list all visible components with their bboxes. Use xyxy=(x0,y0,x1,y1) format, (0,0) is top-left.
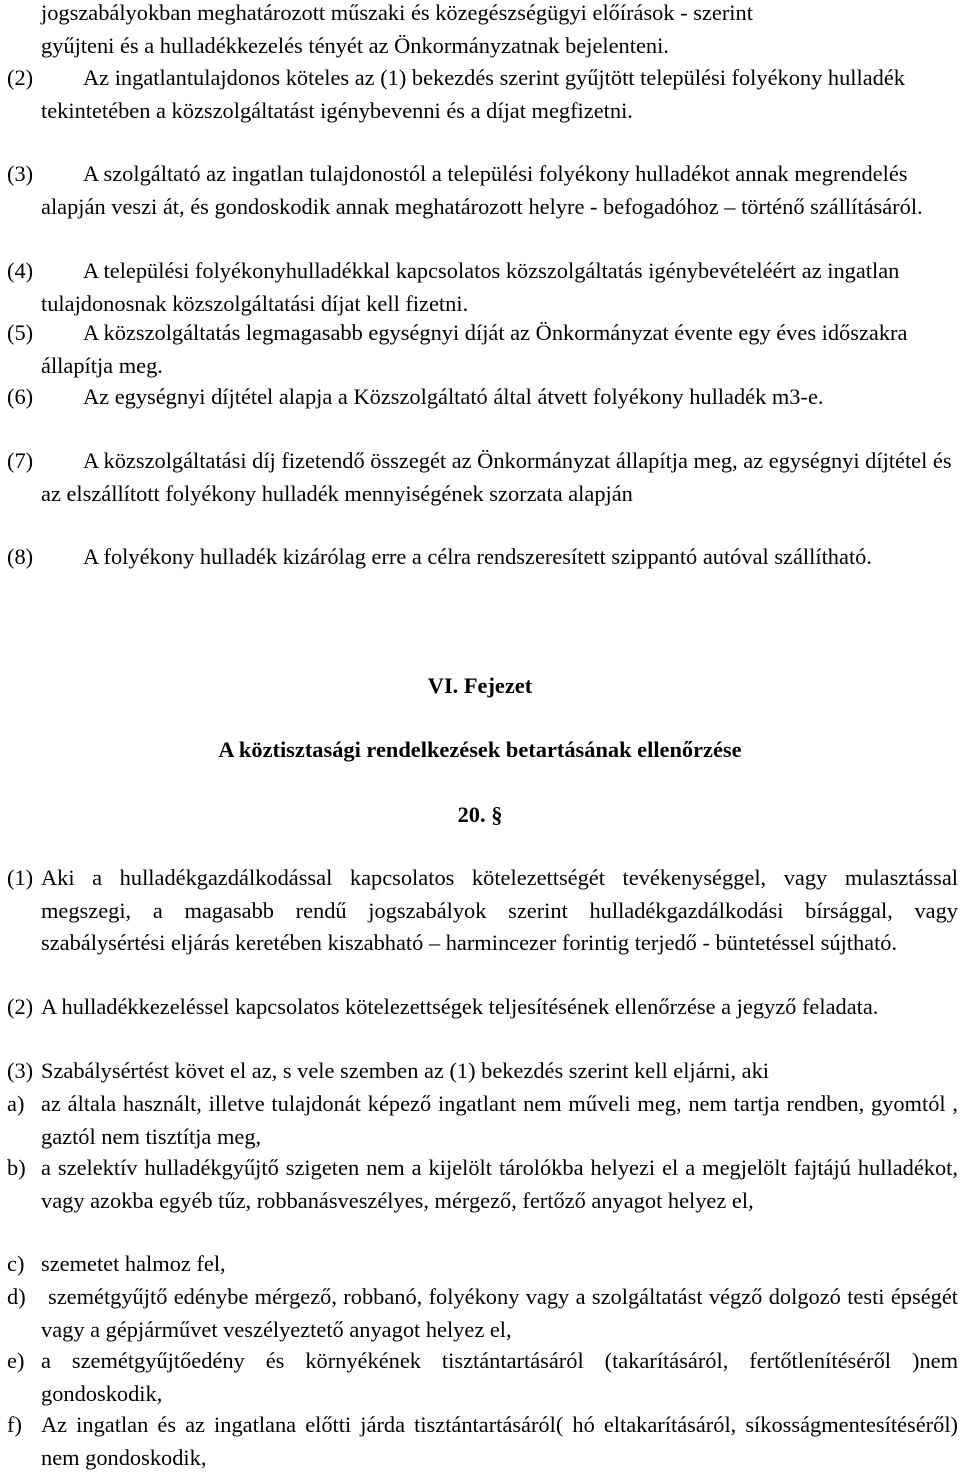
item-text: a szelektív hulladékgyűjtő szigeten nem a kijelölt tárolókba helyezi el a megjelölt fajtájú hulladékot, vagy azokba egyéb tűz, robbanásveszélyes, mérgező, fertőző anyagot helyez el, xyxy=(41,1155,958,1213)
section-number: 20. § xyxy=(457,802,503,827)
paragraph-text: A közszolgáltatás legmagasabb egységnyi díját az Önkormányzat évente egy éves időszakra állapítja meg. xyxy=(41,320,908,378)
paragraph-text: Aki a hulladékgazdálkodással kapcsolatos kötelezettségét tevékenységgel, vagy mulasztással megszegi, a magasabb rendű jogszabályok szerint hulladékgazdálkodási bírsággal, vagy szabálysértési eljárás keretében kiszabható – harmincezer forintig terjedő - büntetéssel sújtható. xyxy=(41,865,958,956)
section-title: A köztisztasági rendelkezések betartásának ellenőrzése xyxy=(218,737,742,762)
item-text: szemetet halmoz fel, xyxy=(41,1251,226,1276)
top-paragraph-7 xyxy=(0,445,958,510)
paragraph-text: A közszolgáltatási díj fizetendő összegét az Önkormányzat állapítja meg, az egységnyi díjtétel és az elszállított folyékony hulladék mennyiségének szorzata alapján xyxy=(41,448,952,506)
section-paragraph-1 xyxy=(0,862,958,960)
item-text: szemétgyűjtő edénybe mérgező, robbanó, folyékony vagy a szolgáltatást végző dolgozó testi épségét vagy a gépjárművet veszélyeztető anyagot helyez el, xyxy=(41,1284,958,1342)
chapter-heading: VI. Fejezet xyxy=(427,673,533,698)
paragraph-number: (1) xyxy=(7,865,34,890)
section-paragraph-3 xyxy=(0,1055,958,1088)
item-b xyxy=(0,1152,958,1217)
paragraph-text: Szabálysértést követ el az, s vele szemben az (1) bekezdés szerint kell eljárni, aki xyxy=(41,1058,770,1083)
top-paragraph-8 xyxy=(0,541,958,574)
item-f xyxy=(0,1409,958,1474)
paragraph-number: (4) xyxy=(7,258,34,283)
intro-continuation xyxy=(0,0,958,62)
intro-line-2: gyűjteni és a hulladékkezelés tényét az Önkormányzatnak bejelenteni. xyxy=(41,32,669,58)
item-c xyxy=(0,1248,958,1281)
paragraph-number: (5) xyxy=(7,320,34,345)
paragraph-number: (8) xyxy=(7,544,34,569)
top-paragraph-4 xyxy=(0,255,958,320)
paragraph-number: (6) xyxy=(7,384,34,409)
paragraph-number: (2) xyxy=(7,994,34,1019)
paragraph-number: (3) xyxy=(7,1058,34,1083)
item-a xyxy=(0,1088,958,1153)
top-paragraph-3 xyxy=(0,158,958,223)
top-paragraph-2 xyxy=(0,62,958,127)
section-paragraph-2 xyxy=(0,991,958,1024)
top-paragraph-6 xyxy=(0,381,958,414)
paragraph-number: (7) xyxy=(7,448,34,473)
item-letter: a) xyxy=(7,1091,25,1116)
item-e xyxy=(0,1345,958,1410)
paragraph-number: (2) xyxy=(7,65,34,90)
paragraph-number: (3) xyxy=(7,161,34,186)
intro-line-1: jogszabályokban meghatározott műszaki és közegészségügyi előírások - szerint xyxy=(41,0,753,25)
paragraph-text: A folyékony hulladék kizárólag erre a célra rendszeresített szippantó autóval szállítható. xyxy=(83,544,872,569)
item-d xyxy=(0,1281,958,1346)
top-paragraph-5 xyxy=(0,317,958,382)
paragraph-text: A települési folyékonyhulladékkal kapcsolatos közszolgáltatás igénybevételéért az ingatlan tulajdonosnak közszolgáltatási díjat kell fizetni. xyxy=(41,258,900,316)
item-letter: d) xyxy=(7,1284,26,1309)
item-letter: c) xyxy=(7,1251,25,1276)
item-text: az általa használt, illetve tulajdonát képező ingatlant nem műveli meg, nem tartja rendben, gyomtól , gaztól nem tisztítja meg, xyxy=(41,1091,958,1149)
paragraph-text: Az ingatlantulajdonos köteles az (1) bekezdés szerint gyűjtött települési folyékony hulladék tekintetében a közszolgáltatást igénybevenni és a díjat megfizetni. xyxy=(41,65,905,123)
item-text: Az ingatlan és az ingatlana előtti járda tisztántartásáról( hó eltakarításáról, síkosságmentesítéséről) nem gondoskodik, xyxy=(41,1412,958,1470)
paragraph-text: A szolgáltató az ingatlan tulajdonostól a települési folyékony hulladékot annak megrendelés alapján veszi át, és gondoskodik annak meghatározott helyre - befogadóhoz – történő szállításáról. xyxy=(41,161,923,219)
item-letter: b) xyxy=(7,1155,26,1180)
paragraph-text: A hulladékkezeléssel kapcsolatos kötelezettségek teljesítésének ellenőrzése a jegyző feladata. xyxy=(41,994,879,1019)
item-letter: e) xyxy=(7,1348,25,1373)
paragraph-text: Az egységnyi díjtétel alapja a Közszolgáltató által átvett folyékony hulladék m3-e. xyxy=(83,384,824,409)
item-letter: f) xyxy=(7,1412,22,1437)
item-text: a szemétgyűjtőedény és környékének tisztántartásáról (takarításáról, fertőtlenítéséről )nem gondoskodik, xyxy=(41,1348,958,1406)
